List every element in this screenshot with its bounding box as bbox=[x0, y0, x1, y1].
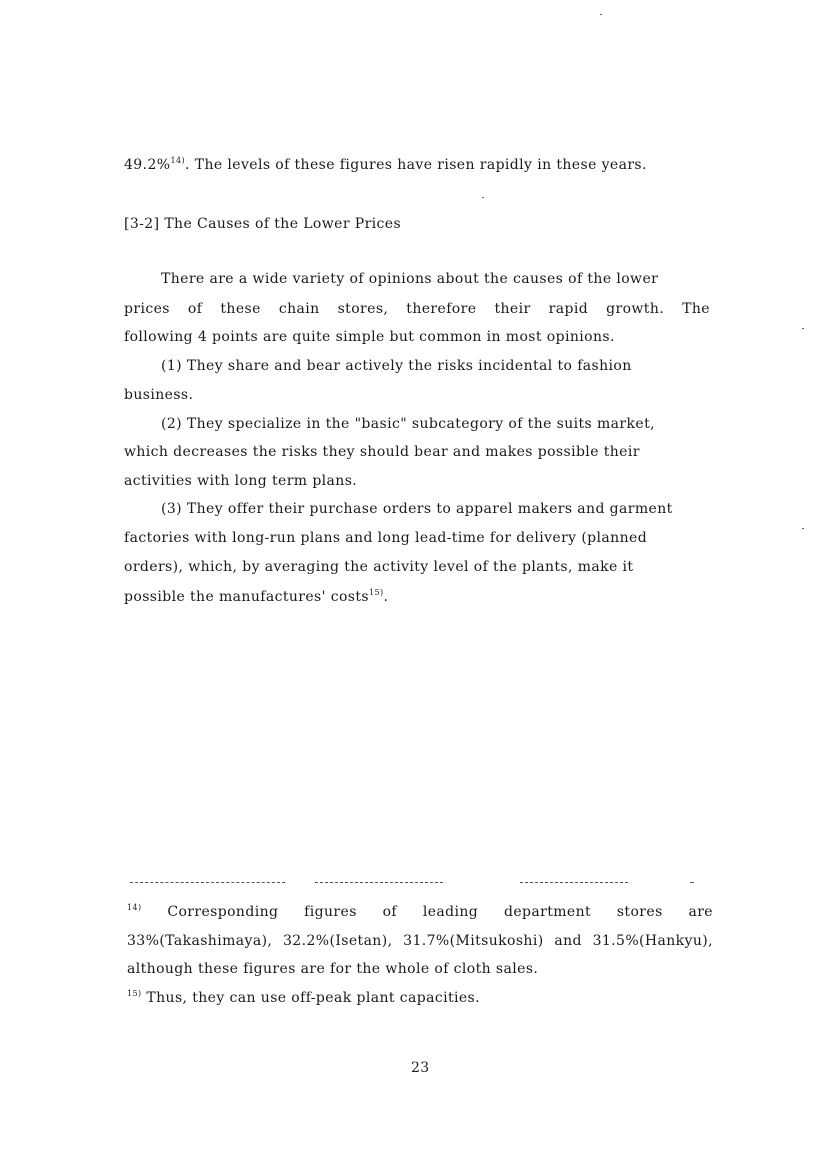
section-heading: [3-2] The Causes of the Lower Prices bbox=[124, 216, 402, 232]
point-2-line: activities with long term plans. bbox=[124, 473, 358, 489]
body-value: 49.2% bbox=[124, 157, 171, 173]
footnote-separator bbox=[130, 882, 285, 883]
paragraph-line: prices of these chain stores, therefore their rapid growth. The bbox=[124, 301, 710, 317]
footnote-ref-15: 15) bbox=[368, 588, 384, 597]
footnote-15-marker: 15) bbox=[127, 989, 142, 998]
point-1-line: business. bbox=[124, 387, 194, 403]
page-number: 23 bbox=[411, 1060, 430, 1076]
footnote-14-line bbox=[127, 903, 713, 921]
footnote-14-text: Corresponding figures of leading department stores are bbox=[167, 904, 713, 920]
scan-speck bbox=[802, 328, 804, 329]
footnote-ref-14: 14) bbox=[170, 156, 185, 165]
footnote-separator bbox=[520, 882, 628, 883]
point-3-line: orders), which, by averaging the activity level of the plants, make it bbox=[124, 559, 634, 575]
point-3-line: (3) They offer their purchase orders to apparel makers and garment bbox=[161, 501, 673, 517]
scan-speck bbox=[802, 528, 804, 529]
paragraph-line: following 4 points are quite simple but common in most opinions. bbox=[124, 329, 615, 345]
footnote-15-text: Thus, they can use off-peak plant capacities. bbox=[146, 990, 480, 1006]
scan-speck bbox=[482, 197, 484, 198]
body-text: . The levels of these figures have risen rapidly in these years. bbox=[185, 157, 647, 173]
body-line-1 bbox=[124, 156, 647, 174]
point-3-line bbox=[124, 588, 388, 606]
footnote-15-line bbox=[127, 989, 480, 1007]
footnote-separator bbox=[690, 882, 694, 883]
paragraph-line: There are a wide variety of opinions about the causes of the lower bbox=[161, 271, 659, 287]
point-2-line: which decreases the risks they should bear and makes possible their bbox=[124, 444, 640, 460]
point-1-line: (1) They share and bear actively the risks incidental to fashion bbox=[161, 358, 632, 374]
point-3-end: . bbox=[383, 589, 389, 605]
footnote-14-marker: 14) bbox=[127, 903, 142, 912]
footnote-14-line: although these figures are for the whole of cloth sales. bbox=[127, 961, 539, 977]
footnote-separator bbox=[315, 882, 443, 883]
point-3-text: possible the manufactures' costs bbox=[124, 589, 369, 605]
scan-speck bbox=[600, 14, 602, 15]
point-3-line: factories with long-run plans and long lead-time for delivery (planned bbox=[124, 530, 648, 546]
footnote-14-line: 33%(Takashimaya), 32.2%(Isetan), 31.7%(Mitsukoshi) and 31.5%(Hankyu), bbox=[127, 933, 713, 949]
point-2-line: (2) They specialize in the "basic" subcategory of the suits market, bbox=[161, 416, 655, 432]
